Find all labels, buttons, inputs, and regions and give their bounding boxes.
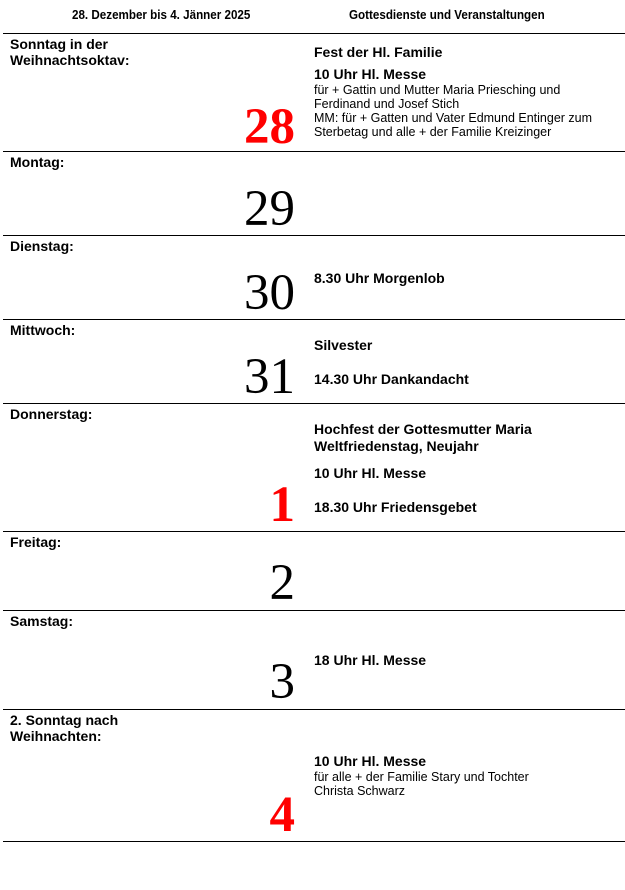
day-number: 31 <box>244 349 295 405</box>
day-row-monday-29 <box>3 151 625 235</box>
day-row-sunday-4 <box>3 709 625 842</box>
day-number: 29 <box>244 181 295 237</box>
day-label: Dienstag: <box>10 238 74 254</box>
service-time-2: 18.30 Uhr Friedensgebet <box>314 499 477 515</box>
events <box>314 44 619 139</box>
service-time: 18 Uhr Hl. Messe <box>314 652 427 668</box>
events <box>314 337 619 388</box>
day-number: 3 <box>269 654 295 710</box>
day-row-tuesday-30 <box>3 235 625 319</box>
day-label: Montag: <box>10 154 65 170</box>
mass-intention: für + Gattin und Mutter Maria Priesching und Ferdinand und Josef Stich MM: für + Gatten und Vater Edmund Entinger zum Sterbetag und alle + der Familie Kreizinger <box>314 83 593 139</box>
events <box>314 270 619 287</box>
events <box>314 753 619 798</box>
day-label: Mittwoch: <box>10 322 76 338</box>
day-number: 1 <box>269 477 295 533</box>
feast-subtitle: Weltfriedenstag, Neujahr <box>314 438 479 454</box>
day-number: 4 <box>269 787 295 843</box>
events <box>314 421 619 516</box>
day-number: 30 <box>244 265 295 321</box>
events-column-heading: Gottesdienste und Veranstaltungen <box>349 8 545 22</box>
feast-title: Fest der Hl. Familie <box>314 44 443 60</box>
service-time: 10 Uhr Hl. Messe <box>314 753 427 769</box>
day-label: Sonntag in der Weihnachtsoktav: <box>10 36 130 68</box>
day-row-sunday-28 <box>3 33 625 155</box>
day-number: 2 <box>269 555 295 611</box>
day-number: 28 <box>244 99 295 155</box>
day-row-wednesday-31 <box>3 319 625 403</box>
day-label: Samstag: <box>10 613 74 629</box>
day-row-friday-2 <box>3 531 625 610</box>
mass-intention: für alle + der Familie Stary und Tochter Christa Schwarz <box>314 770 529 798</box>
day-label: 2. Sonntag nach Weihnachten: <box>10 712 119 744</box>
service-time: 14.30 Uhr Dankandacht <box>314 371 469 387</box>
day-label: Donnerstag: <box>10 406 93 422</box>
day-row-saturday-3 <box>3 610 625 709</box>
day-row-thursday-1 <box>3 403 625 531</box>
service-time: 8.30 Uhr Morgenlob <box>314 270 445 286</box>
feast-title: Silvester <box>314 337 373 353</box>
feast-title: Hochfest der Gottesmutter Maria <box>314 421 532 437</box>
service-time: 10 Uhr Hl. Messe <box>314 66 427 82</box>
schedule-header <box>0 0 625 33</box>
day-label: Freitag: <box>10 534 62 550</box>
period-heading: 28. Dezember bis 4. Jänner 2025 <box>72 8 251 22</box>
events <box>314 652 619 669</box>
service-time: 10 Uhr Hl. Messe <box>314 465 427 481</box>
